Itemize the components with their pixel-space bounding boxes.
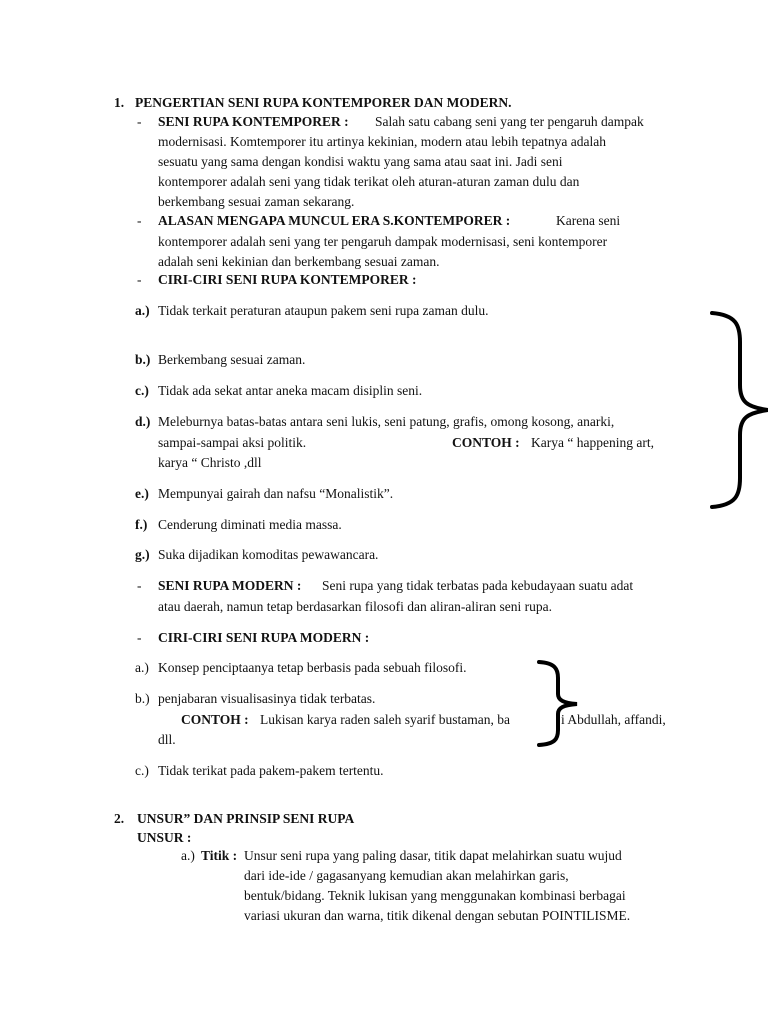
paragraph-line: Salah satu cabang seni yang ter pengaruh dampak — [375, 114, 644, 129]
paragraph-line: berkembang sesuai zaman sekarang. — [158, 194, 355, 209]
paragraph-line: dari ide-ide / gagasanyang kemudian akan melahirkan garis, — [244, 868, 569, 883]
bullet-dash: - — [137, 630, 142, 645]
list-item-text: Tidak ada sekat antar aneka macam disiplin seni. — [158, 383, 423, 398]
list-item-text: Tidak terikat pada pakem-pakem tertentu. — [158, 763, 384, 778]
list-marker: g.) — [135, 547, 150, 562]
example-text: i Abdullah, affandi, — [561, 712, 666, 727]
bullet-dash: - — [137, 114, 142, 129]
term-label: CIRI-CIRI SENI RUPA MODERN : — [158, 630, 370, 645]
paragraph-line: kontemporer adalah seni yang tidak terikat oleh aturan-aturan zaman dulu dan — [158, 174, 580, 189]
section-number: 2. — [114, 811, 125, 826]
list-item-text: Mempunyai gairah dan nafsu “Monalistik”. — [158, 486, 394, 501]
list-marker: d.) — [135, 414, 151, 429]
term-label: Titik : — [201, 848, 238, 863]
example-text: karya “ Christo ,dll — [158, 455, 262, 470]
list-marker: b.) — [135, 691, 150, 706]
term-label: ALASAN MENGAPA MUNCUL ERA S.KONTEMPORER : — [158, 213, 511, 228]
curly-brace-large — [712, 313, 768, 507]
list-marker: c.) — [135, 763, 149, 778]
example-label: CONTOH : — [452, 435, 520, 450]
example-text: Karya “ happening art, — [531, 435, 654, 450]
bullet-dash: - — [137, 213, 142, 228]
paragraph-line: sesuatu yang sama dengan kondisi waktu yang sama atau saat ini. Jadi seni — [158, 154, 563, 169]
paragraph-line: atau daerah, namun tetap berdasarkan filosofi dan aliran-aliran seni rupa. — [158, 599, 552, 614]
paragraph-line: Unsur seni rupa yang paling dasar, titik dapat melahirkan suatu wujud — [244, 848, 622, 863]
section-title: PENGERTIAN SENI RUPA KONTEMPORER DAN MODERN. — [135, 95, 512, 110]
list-marker: c.) — [135, 383, 149, 398]
section-number: 1. — [114, 95, 125, 110]
paragraph-line: Karena seni — [556, 213, 621, 228]
list-item-text: Meleburnya batas-batas antara seni lukis, seni patung, grafis, omong kosong, anarki, — [158, 414, 615, 429]
list-marker: a.) — [135, 303, 150, 318]
bullet-dash: - — [137, 578, 142, 593]
list-marker: a.) — [135, 660, 149, 675]
list-item-text: penjabaran visualisasinya tidak terbatas. — [158, 691, 376, 706]
list-item-text: Berkembang sesuai zaman. — [158, 352, 306, 367]
paragraph-line: adalah seni kekinian dan berkembang sesuai zaman. — [158, 254, 440, 269]
example-text: Lukisan karya raden saleh syarif bustaman, ba — [260, 712, 511, 727]
list-item-text: Konsep penciptaanya tetap berbasis pada sebuah filosofi. — [158, 660, 467, 675]
paragraph-line: kontemporer adalah seni yang ter pengaruh dampak modernisasi, seni kontemporer — [158, 234, 608, 249]
example-label: CONTOH : — [181, 712, 249, 727]
list-item-text: Suka dijadikan komoditas pewawancara. — [158, 547, 379, 562]
list-item-text: Tidak terkait peraturan ataupun pakem seni rupa zaman dulu. — [158, 303, 489, 318]
paragraph-line: variasi ukuran dan warna, titik dikenal dengan sebutan POINTILISME. — [244, 908, 631, 923]
paragraph-line: Seni rupa yang tidak terbatas pada kebudayaan suatu adat — [322, 578, 634, 593]
term-label: CIRI-CIRI SENI RUPA KONTEMPORER : — [158, 272, 417, 287]
paragraph-line: modernisasi. Komtemporer itu artinya kekinian, modern atau lebih tepatnya adalah — [158, 134, 606, 149]
term-label: SENI RUPA KONTEMPORER : — [158, 114, 349, 129]
list-item-text: Cenderung diminati media massa. — [158, 517, 342, 532]
section-title: UNSUR” DAN PRINSIP SENI RUPA — [137, 811, 355, 826]
term-label: SENI RUPA MODERN : — [158, 578, 302, 593]
list-marker: a.) — [181, 848, 195, 863]
subsection-label: UNSUR : — [137, 830, 192, 845]
list-marker: b.) — [135, 352, 151, 367]
paragraph-line: bentuk/bidang. Teknik lukisan yang menggunakan kombinasi berbagai — [244, 888, 626, 903]
curly-brace-small — [539, 662, 577, 745]
example-text: dll. — [158, 732, 176, 747]
bullet-dash: - — [137, 272, 142, 287]
list-item-text: sampai-sampai aksi politik. — [158, 435, 307, 450]
list-marker: f.) — [135, 517, 148, 532]
list-marker: e.) — [135, 486, 149, 501]
